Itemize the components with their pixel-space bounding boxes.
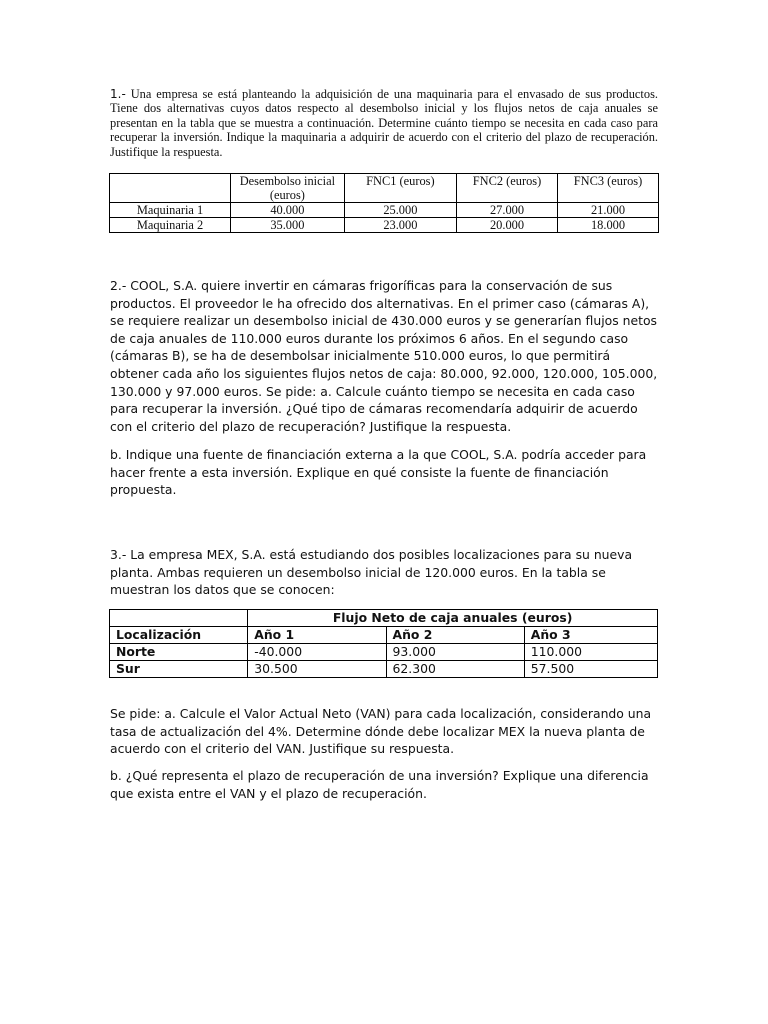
table-cell: Sur — [110, 661, 248, 678]
table-row — [110, 644, 658, 661]
table-header-cell — [110, 174, 231, 203]
table-header-cell: Año 2 — [386, 627, 524, 644]
question-1-text — [110, 87, 658, 159]
table-header-cell: Año 1 — [248, 627, 386, 644]
table-cell: Maquinaria 2 — [110, 218, 231, 233]
location-cashflow-table — [109, 609, 658, 678]
table-group-header-row — [110, 610, 658, 627]
table-cell: 23.000 — [344, 218, 456, 233]
table-header-row — [110, 627, 658, 644]
table-row — [110, 218, 659, 233]
question-1-number: 1.- — [110, 87, 126, 101]
table-header-row — [110, 174, 659, 203]
table-cell: 35.000 — [231, 218, 345, 233]
table-cell: 18.000 — [558, 218, 659, 233]
table-header-cell: FNC2 (euros) — [457, 174, 558, 203]
table-header-cell — [110, 610, 248, 627]
table-cell: 21.000 — [558, 203, 659, 218]
question-3-text: 3.- La empresa MEX, S.A. está estudiando dos posibles localizaciones para su nueva planta. Ambas requieren un desembolso inicial de 120.000 euros. En la tabla se muestran los datos que se conocen: — [110, 547, 633, 598]
table-cell: 27.000 — [457, 203, 558, 218]
table-header-cell: Localización — [110, 627, 248, 644]
table-header-cell: Desembolso inicial (euros) — [231, 174, 345, 203]
question-3-part-b: b. ¿Qué representa el plazo de recuperación de una inversión? Explique una diferencia que exista entre el VAN y el plazo de recuperación. — [110, 768, 649, 801]
question-2-part-b: b. Indique una fuente de financiación externa a la que COOL, S.A. podría acceder para hacer frente a esta inversión. Explique en qué consiste la fuente de financiación propuesta. — [110, 447, 647, 498]
table-cell: 20.000 — [457, 218, 558, 233]
table-cell: 40.000 — [231, 203, 345, 218]
table-header-cell: FNC1 (euros) — [344, 174, 456, 203]
question-3-part-a: Se pide: a. Calcule el Valor Actual Neto (VAN) para cada localización, considerando una tasa de actualización del 4%. Determine dónde debe localizar MEX la nueva planta de acuerdo con el criterio del VAN. Justifique su respuesta. — [110, 706, 652, 757]
table-cell: 62.300 — [386, 661, 524, 678]
table-row — [110, 203, 659, 218]
table-cell: Norte — [110, 644, 248, 661]
table-cell: 30.500 — [248, 661, 386, 678]
table-group-header: Flujo Neto de caja anuales (euros) — [248, 610, 658, 627]
machinery-table — [109, 173, 659, 233]
table-cell: 110.000 — [524, 644, 657, 661]
table-cell: 57.500 — [524, 661, 657, 678]
table-cell: Maquinaria 1 — [110, 203, 231, 218]
table-cell: 25.000 — [344, 203, 456, 218]
question-1-body: Una empresa se está planteando la adquisición de una maquinaria para el envasado de sus productos. Tiene dos alternativas cuyos datos respecto al desembolso inicial y los flujos netos de caja anuales se presentan en la tabla que se muestra a continuación. Determine cuánto tiempo se necesita en cada caso para recuperar la inversión. Indique la maquinaria a adquirir de acuerdo con el criterio del plazo de recuperación. Justifique la respuesta. — [110, 87, 658, 159]
table-header-cell: Año 3 — [524, 627, 657, 644]
table-cell: -40.000 — [248, 644, 386, 661]
table-header-cell: FNC3 (euros) — [558, 174, 659, 203]
question-2-text: 2.- COOL, S.A. quiere invertir en cámaras frigoríficas para la conservación de sus productos. El proveedor le ha ofrecido dos alternativas. En el primer caso (cámaras A), se requiere realizar un desembolso inicial de 430.000 euros y se generarían flujos netos de caja anuales de 110.000 euros durante los próximos 6 años. En el segundo caso (cámaras B), se ha de desembolsar inicialmente 510.000 euros, lo que permitirá obtener cada año los siguientes flujos netos de caja: 80.000, 92.000, 120.000, 105.000, 130.000 y 97.000 euros. Se pide: a. Calcule cuánto tiempo se necesita en cada caso para recuperar la inversión. ¿Qué tipo de cámaras recomendaría adquirir de acuerdo con el criterio del plazo de recuperación? Justifique la respuesta. — [110, 278, 658, 434]
table-cell: 93.000 — [386, 644, 524, 661]
table-row — [110, 661, 658, 678]
